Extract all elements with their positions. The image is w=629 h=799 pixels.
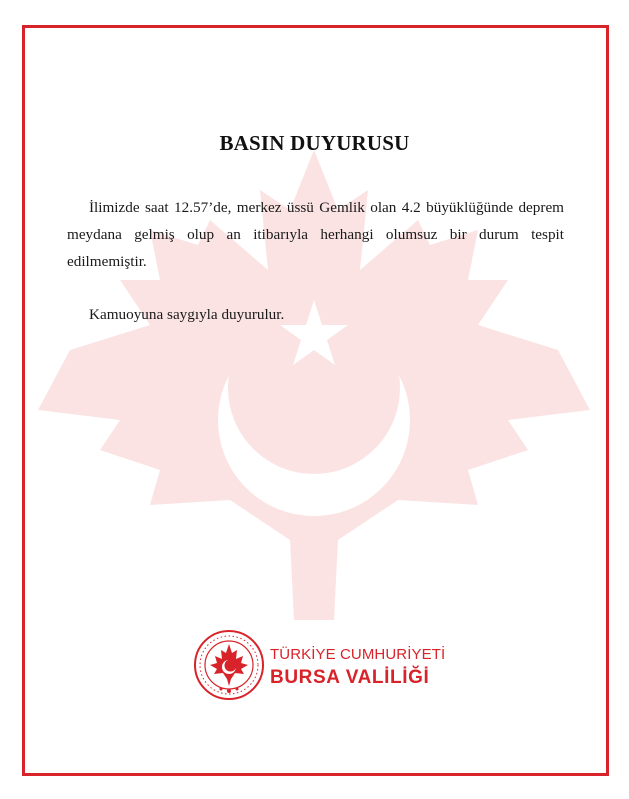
governorship-seal-icon bbox=[193, 629, 265, 701]
announcement-paragraph: İlimizde saat 12.57’de, merkez üssü Gemlik olan 4.2 büyüklüğünde deprem meydana gelmiş olup an itibarıyla herhangi olumsuz bir durum tespit edilmemiştir. bbox=[67, 199, 564, 270]
logo-line-republic: TÜRKİYE CUMHURİYETİ bbox=[270, 646, 446, 663]
logo-line-governorship: BURSA VALİLİĞİ bbox=[270, 667, 430, 688]
page-title: BASIN DUYURUSU bbox=[219, 131, 410, 155]
closing-paragraph: Kamuoyuna saygıyla duyurulur. bbox=[89, 306, 285, 323]
